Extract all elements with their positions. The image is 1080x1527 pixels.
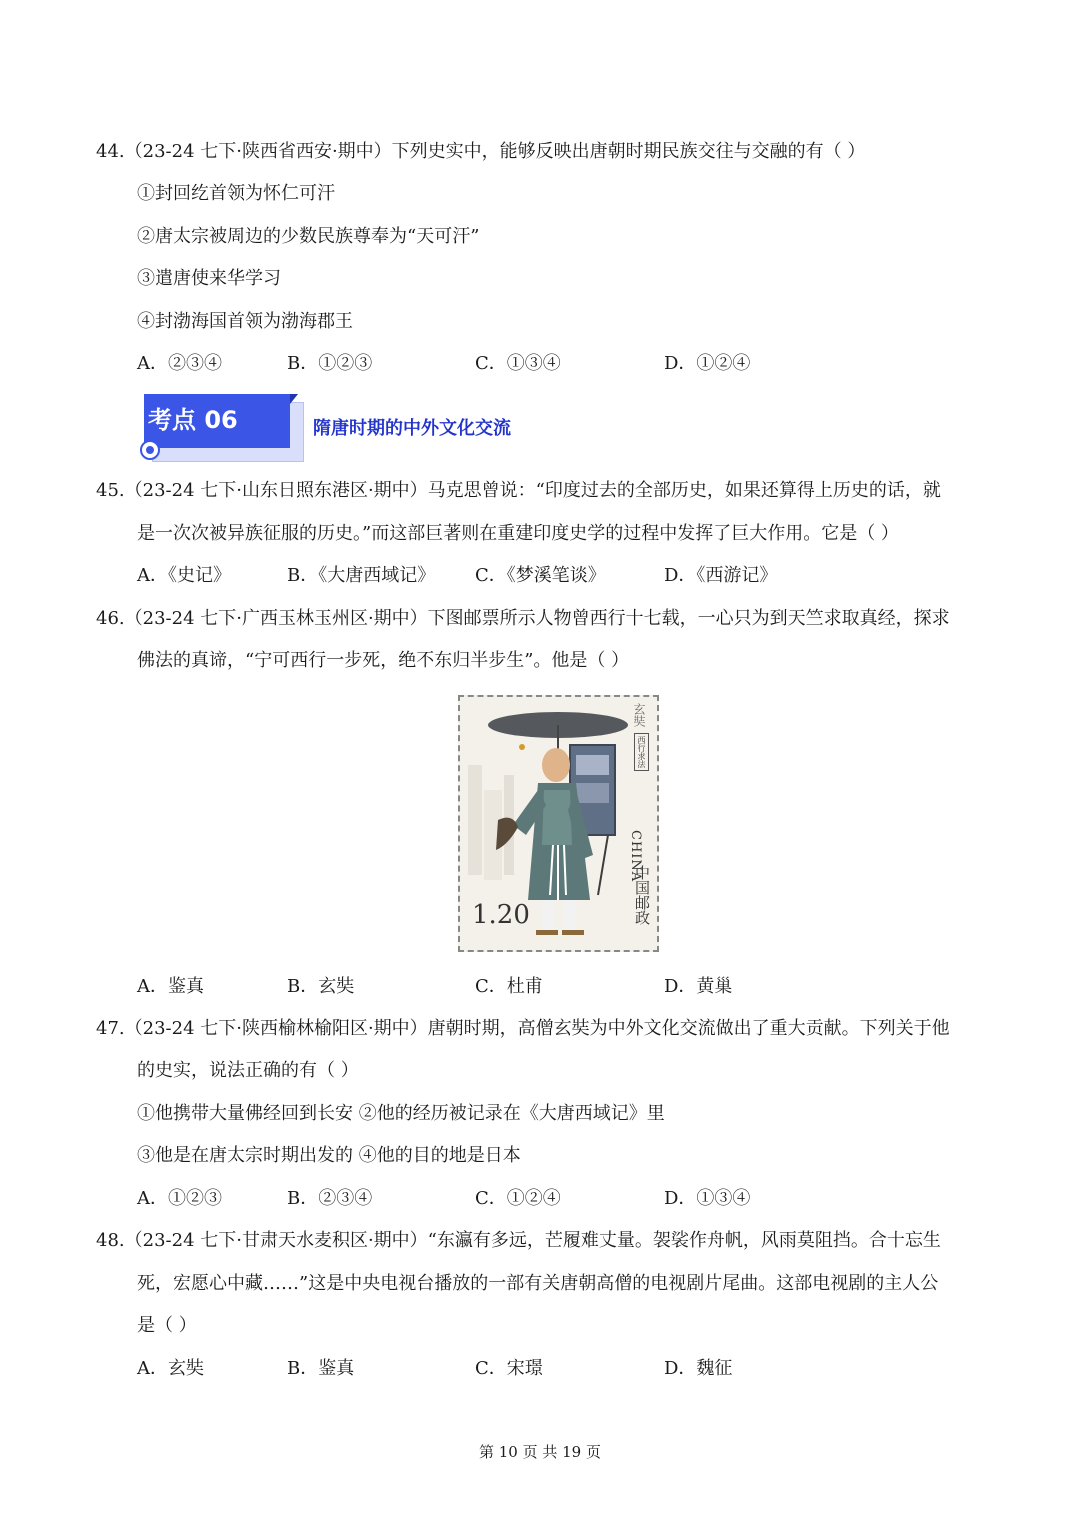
badge-label: 考点 06	[148, 406, 238, 434]
page-footer: 第 10 页 共 19 页	[478, 1443, 601, 1461]
q46-stem-line-2: 佛法的真谛，“宁可西行一步死，绝不东归半步生”。他是（ ）	[137, 650, 630, 671]
q45-option-a: A．《史记》	[137, 565, 231, 586]
q44-option-a: A．②③④	[137, 353, 222, 374]
stamp-seal: 西行求法	[634, 733, 649, 771]
q47-stem-line-1: 47.（23-24 七下·陕西榆林榆阳区·期中）唐朝时期，高僧玄奘为中外文化交流做出了重大贡献。下列关于他	[96, 1018, 950, 1039]
q46-options	[137, 974, 997, 1000]
q47-item-line-1: ①他携带大量佛经回到长安 ②他的经历被记录在《大唐西域记》里	[137, 1103, 665, 1124]
q44-option-d: D．①②④	[664, 353, 751, 374]
q48-options	[137, 1356, 997, 1382]
q44-options	[137, 351, 997, 377]
stamp-postal-text: 中国邮政	[633, 865, 651, 925]
q47-option-c: C．①②④	[475, 1188, 561, 1209]
q48-stem-line-3: 是（ ）	[137, 1315, 197, 1336]
q47-option-a: A．①②③	[137, 1188, 222, 1209]
q44-option-c: C．①③④	[475, 353, 561, 374]
q48-option-a: A．玄奘	[137, 1358, 204, 1379]
q44-item-1: ①封回纥首领为怀仁可汗	[137, 183, 335, 204]
q48-option-d: D．魏征	[664, 1358, 733, 1379]
stamp-denomination: 1.20	[472, 900, 530, 930]
q48-stem-line-1: 48.（23-24 七下·甘肃天水麦积区·期中）“东瀛有多远，芒履难丈量。袈裟作舟帆，风雨莫阻挡。合十忘生	[96, 1230, 941, 1251]
q45-options	[137, 563, 997, 589]
q44-item-2: ②唐太宗被周边的少数民族尊奉为“天可汗”	[137, 226, 480, 247]
q48-option-c: C．宋璟	[475, 1358, 543, 1379]
q45-option-c: C．《梦溪笔谈》	[475, 565, 606, 586]
q46-stem-line-1: 46.（23-24 七下·广西玉林玉州区·期中）下图邮票所示人物曾西行十七载，一心只为到天竺求取真经，探求	[96, 608, 950, 629]
q46-option-c: C．杜甫	[475, 976, 543, 997]
q45-option-d: D．《西游记》	[664, 565, 778, 586]
badge-fold	[290, 394, 298, 404]
q46-option-d: D．黄巢	[664, 976, 733, 997]
q45-option-b: B．《大唐西域记》	[287, 565, 436, 586]
xuanzang-stamp-image	[458, 695, 659, 952]
badge-dot-icon	[140, 440, 160, 460]
q45-stem-line-1: 45.（23-24 七下·山东日照东港区·期中）马克思曾说：“印度过去的全部历史，如果还算得上历史的话，就	[96, 480, 941, 501]
q46-option-b: B．玄奘	[287, 976, 355, 997]
q46-option-a: A．鉴真	[137, 976, 204, 997]
q47-option-b: B．②③④	[287, 1188, 373, 1209]
section-badge	[140, 392, 305, 464]
q47-stem-line-2: 的史实，说法正确的有（ ）	[137, 1060, 359, 1081]
q44-item-4: ④封渤海国首领为渤海郡王	[137, 311, 353, 332]
q47-option-d: D．①③④	[664, 1188, 751, 1209]
q44-item-3: ③遣唐使来华学习	[137, 268, 281, 289]
stamp-seal-name: 玄奘	[632, 703, 646, 727]
stamp-country: CHINA	[628, 830, 643, 883]
q47-item-line-2: ③他是在唐太宗时期出发的 ④他的目的地是日本	[137, 1145, 521, 1166]
q48-option-b: B．鉴真	[287, 1358, 355, 1379]
q48-stem-line-2: 死，宏愿心中藏……”这是中央电视台播放的一部有关唐朝高僧的电视剧片尾曲。这部电视剧的主人公	[137, 1273, 939, 1294]
q45-stem-line-2: 是一次次被异族征服的历史。”而这部巨著则在重建印度史学的过程中发挥了巨大作用。它是（ ）	[137, 523, 899, 544]
q44-option-b: B．①②③	[287, 353, 373, 374]
q44-stem: 44.（23-24 七下·陕西省西安·期中）下列史实中，能够反映出唐朝时期民族交往与交融的有（ ）	[96, 141, 866, 162]
section-title: 隋唐时期的中外文化交流	[313, 418, 511, 439]
q47-options	[137, 1186, 997, 1212]
